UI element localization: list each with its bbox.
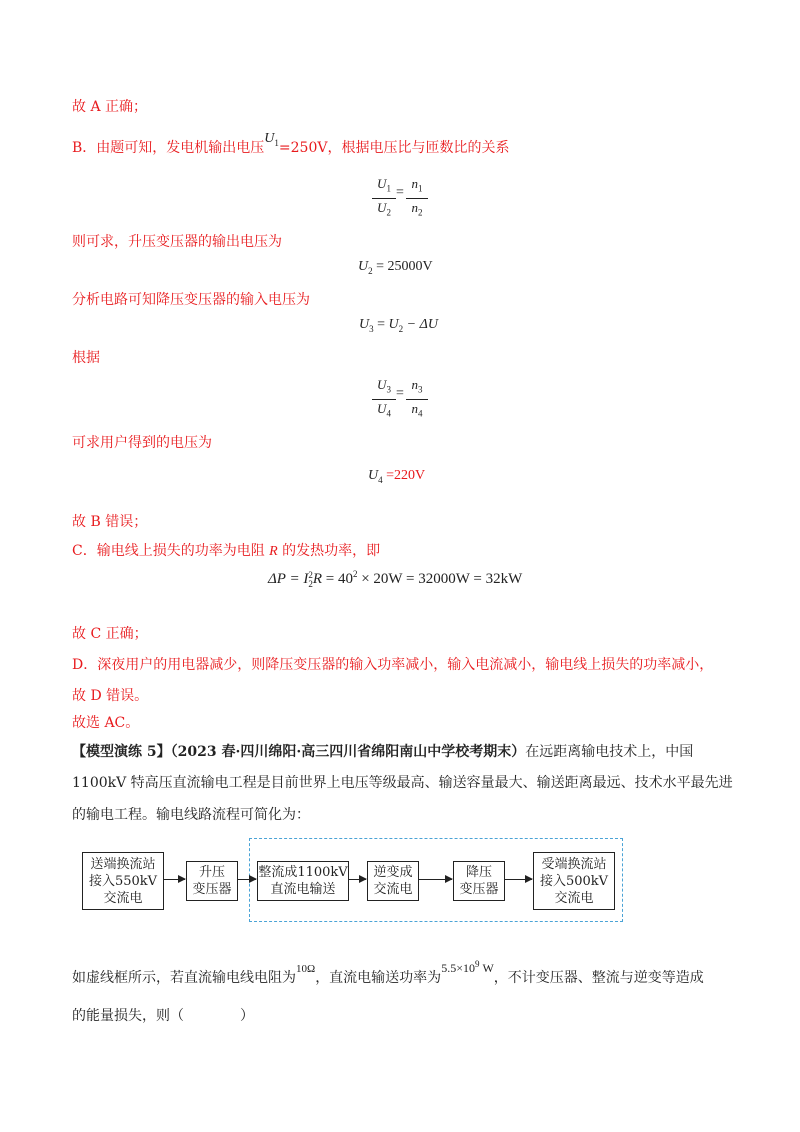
eq1-num-right-sub: 1: [418, 183, 423, 194]
eq3-sym1: U: [359, 317, 370, 332]
flow-box3-line2: 直流电输送: [270, 882, 336, 897]
flow-arrow-1: [163, 879, 185, 880]
flow-arrow-4: [418, 879, 452, 880]
eq1-equals: =: [396, 185, 404, 200]
flow-box5-line2: 变压器: [459, 882, 499, 897]
eq1-left-fraction: [372, 176, 396, 220]
flow-box5-line1: 降压: [465, 865, 492, 880]
flow-arrow-5: [504, 879, 532, 880]
eq6-rhs: × 20W = 32000W = 32kW: [357, 571, 523, 587]
eq4-num-left: [372, 377, 396, 398]
eq3-mid: =: [373, 317, 389, 332]
u1-sub: 1: [274, 137, 279, 148]
eq4-num-left-sub: 3: [386, 384, 391, 395]
eq5: [368, 468, 425, 485]
eq3: [359, 317, 438, 334]
problem-line4: [72, 959, 704, 989]
eq1-den-right-letter: n: [411, 199, 418, 215]
eq6-r: R: [312, 571, 322, 587]
problem-line4-b: ，直流电输送功率为: [315, 970, 442, 986]
eq6: [268, 569, 522, 589]
eq1-den-left: [372, 200, 396, 221]
flow-box2-line1: 升压: [198, 865, 225, 880]
eq6-sup2: 2: [352, 569, 358, 579]
eq4-left-bar: [372, 399, 396, 400]
eq4-den-right: [406, 401, 428, 422]
eq4-num-right-sub: 3: [418, 384, 423, 395]
eq4-den-left-letter: U: [377, 400, 387, 416]
eq4-right-fraction: [406, 377, 428, 421]
u1-symbol-letter: U: [264, 131, 275, 146]
eq4-num-left-letter: U: [377, 377, 387, 392]
line-d: D．深夜用户的用电器减少，则降压变压器的输入功率减小，输入电流减小，输电线上损失的功率减小，: [72, 657, 714, 673]
problem-title: 【模型演练 5】（2023 春·四川绵阳·高三四川省绵阳南山中学校考期末）: [72, 744, 526, 760]
line-d-wrong: 故 D 错误。: [72, 688, 149, 704]
flow-arrow-2: [237, 879, 256, 880]
problem-line2: 1100kV 特高压直流输电工程是目前世界上电压等级最高、输送容量最大、输送距离最远、技术水平最先进: [72, 775, 733, 791]
problem-line1: [72, 742, 693, 762]
flow-box2-line2: 变压器: [192, 882, 232, 897]
eq2-sym: U: [358, 259, 369, 274]
line-c-correct: 故 C 正确；: [72, 626, 148, 642]
problem-line3: 的输电工程。输电线路流程可简化为：: [72, 807, 310, 823]
flow-box-step-up-transformer: [186, 861, 238, 901]
eq1-den-right: [406, 200, 428, 221]
eq1-num-right: [406, 176, 428, 197]
power-exp: 9: [474, 959, 480, 969]
flow-box6-line2: 接入500kV: [539, 873, 609, 889]
eq1-num-left-sub: 1: [386, 183, 391, 194]
eq1-right-fraction: [406, 176, 428, 220]
flow-box1-line3: 交流电: [103, 890, 143, 906]
flow-box-rectifier-dc: [257, 861, 349, 901]
flow-box6-line3: 交流电: [554, 890, 594, 906]
eq3-sub2: 2: [398, 323, 404, 334]
eq4-left-fraction: [372, 377, 396, 421]
eq4-den-right-sub: 4: [418, 408, 423, 419]
line-user-voltage: 可求用户得到的电压为: [72, 435, 212, 451]
flow-box-receiving-station-text: [540, 856, 608, 907]
line-according: 根据: [72, 350, 100, 366]
flow-box1-line2: 接入550kV: [88, 873, 158, 889]
eq1-den-right-sub: 2: [418, 207, 423, 218]
eq1-right-bar: [406, 198, 428, 199]
eq4-den-left-sub: 4: [386, 408, 391, 419]
flow-arrow-3: [348, 879, 366, 880]
eq5-sub: 4: [378, 474, 383, 485]
flow-box-inverter: [367, 861, 419, 901]
power-unit: W: [479, 961, 494, 975]
eq6-sup: 2: [308, 569, 313, 580]
flow-box-sending-station: [82, 852, 164, 910]
eq4-num-right: [406, 377, 428, 398]
line-b: [72, 131, 510, 163]
flow-box-inverter-text: [373, 864, 412, 898]
flow-box-receiving-station: [533, 852, 615, 910]
problem-line5: 的能量损失，则（ ）: [72, 1008, 254, 1024]
eq1-num-right-letter: n: [411, 176, 418, 191]
eq1-num-left: [372, 176, 396, 197]
power-value: [441, 961, 494, 975]
line-b-suffix: ，根据电压比与匝数比的关系: [327, 140, 510, 156]
flow-box-step-up-text: [192, 864, 231, 898]
eq4-den-left: [372, 401, 396, 422]
u1-symbol: [264, 131, 279, 146]
eq4-den-right-letter: n: [411, 400, 418, 416]
eq1-num-left-letter: U: [377, 176, 387, 191]
power-base: 5.5×10: [441, 961, 475, 975]
line-choose: 故选 AC。: [72, 715, 140, 731]
eq3-rhs: − ΔU: [403, 317, 438, 332]
resistance-value: 10Ω: [296, 963, 316, 975]
eq1-den-left-letter: U: [377, 199, 387, 215]
problem-line1-rest: 在远距离输电技术上，中国: [525, 744, 694, 760]
flow-box-step-down-transformer: [453, 861, 505, 901]
eq4-equals: =: [396, 386, 404, 401]
eq1-den-left-sub: 2: [386, 207, 391, 218]
flow-box-sending-station-text: [89, 856, 157, 907]
line-b-wrong: 故 B 错误；: [72, 514, 148, 530]
eq1-left-bar: [372, 198, 396, 199]
line-c-prefix: C．输电线上损失的功率为电阻: [72, 543, 270, 559]
eq4-num-right-letter: n: [411, 377, 418, 392]
eq4-right-bar: [406, 399, 428, 400]
problem-line4-a: 如虚线框所示，若直流输电线电阻为: [72, 970, 296, 986]
line-c-suffix: 的发热功率，即: [277, 543, 381, 559]
flow-box4-line2: 交流电: [373, 882, 413, 897]
line-then: 则可求，升压变压器的输出电压为: [72, 234, 282, 250]
eq2: [358, 259, 433, 276]
flow-box1-line1: 送端换流站: [90, 856, 156, 872]
eq2-sub: 2: [368, 265, 373, 276]
line-b-prefix: B．由题可知，发电机输出电压: [72, 140, 265, 156]
u1-value: =250V: [278, 140, 328, 156]
problem-line4-c: ，不计变压器、整流与逆变等造成: [493, 970, 704, 986]
line-a-correct: 故 A 正确；: [72, 99, 148, 115]
line-c: [72, 541, 380, 562]
eq3-sub1: 3: [369, 323, 374, 334]
eq6-lhs: ΔP = I: [268, 571, 309, 587]
eq3-sym2: U: [388, 317, 399, 332]
eq5-rhs: =220V: [382, 468, 426, 483]
eq6-sub: 2: [308, 578, 313, 589]
flow-box-rectifier-text: [258, 864, 347, 898]
flow-box3-line1: 整流成1100kV: [258, 865, 348, 880]
line-analysis: 分析电路可知降压变压器的输入电压为: [72, 292, 310, 308]
eq5-sym: U: [368, 468, 379, 483]
flow-box4-line1: 逆变成: [373, 865, 413, 880]
line-c-r: R: [269, 544, 278, 559]
eq6-mid: = 40: [321, 571, 353, 587]
flow-box6-line1: 受端换流站: [541, 856, 607, 872]
flow-box-step-down-text: [459, 864, 498, 898]
eq2-rhs: = 25000V: [372, 259, 433, 274]
